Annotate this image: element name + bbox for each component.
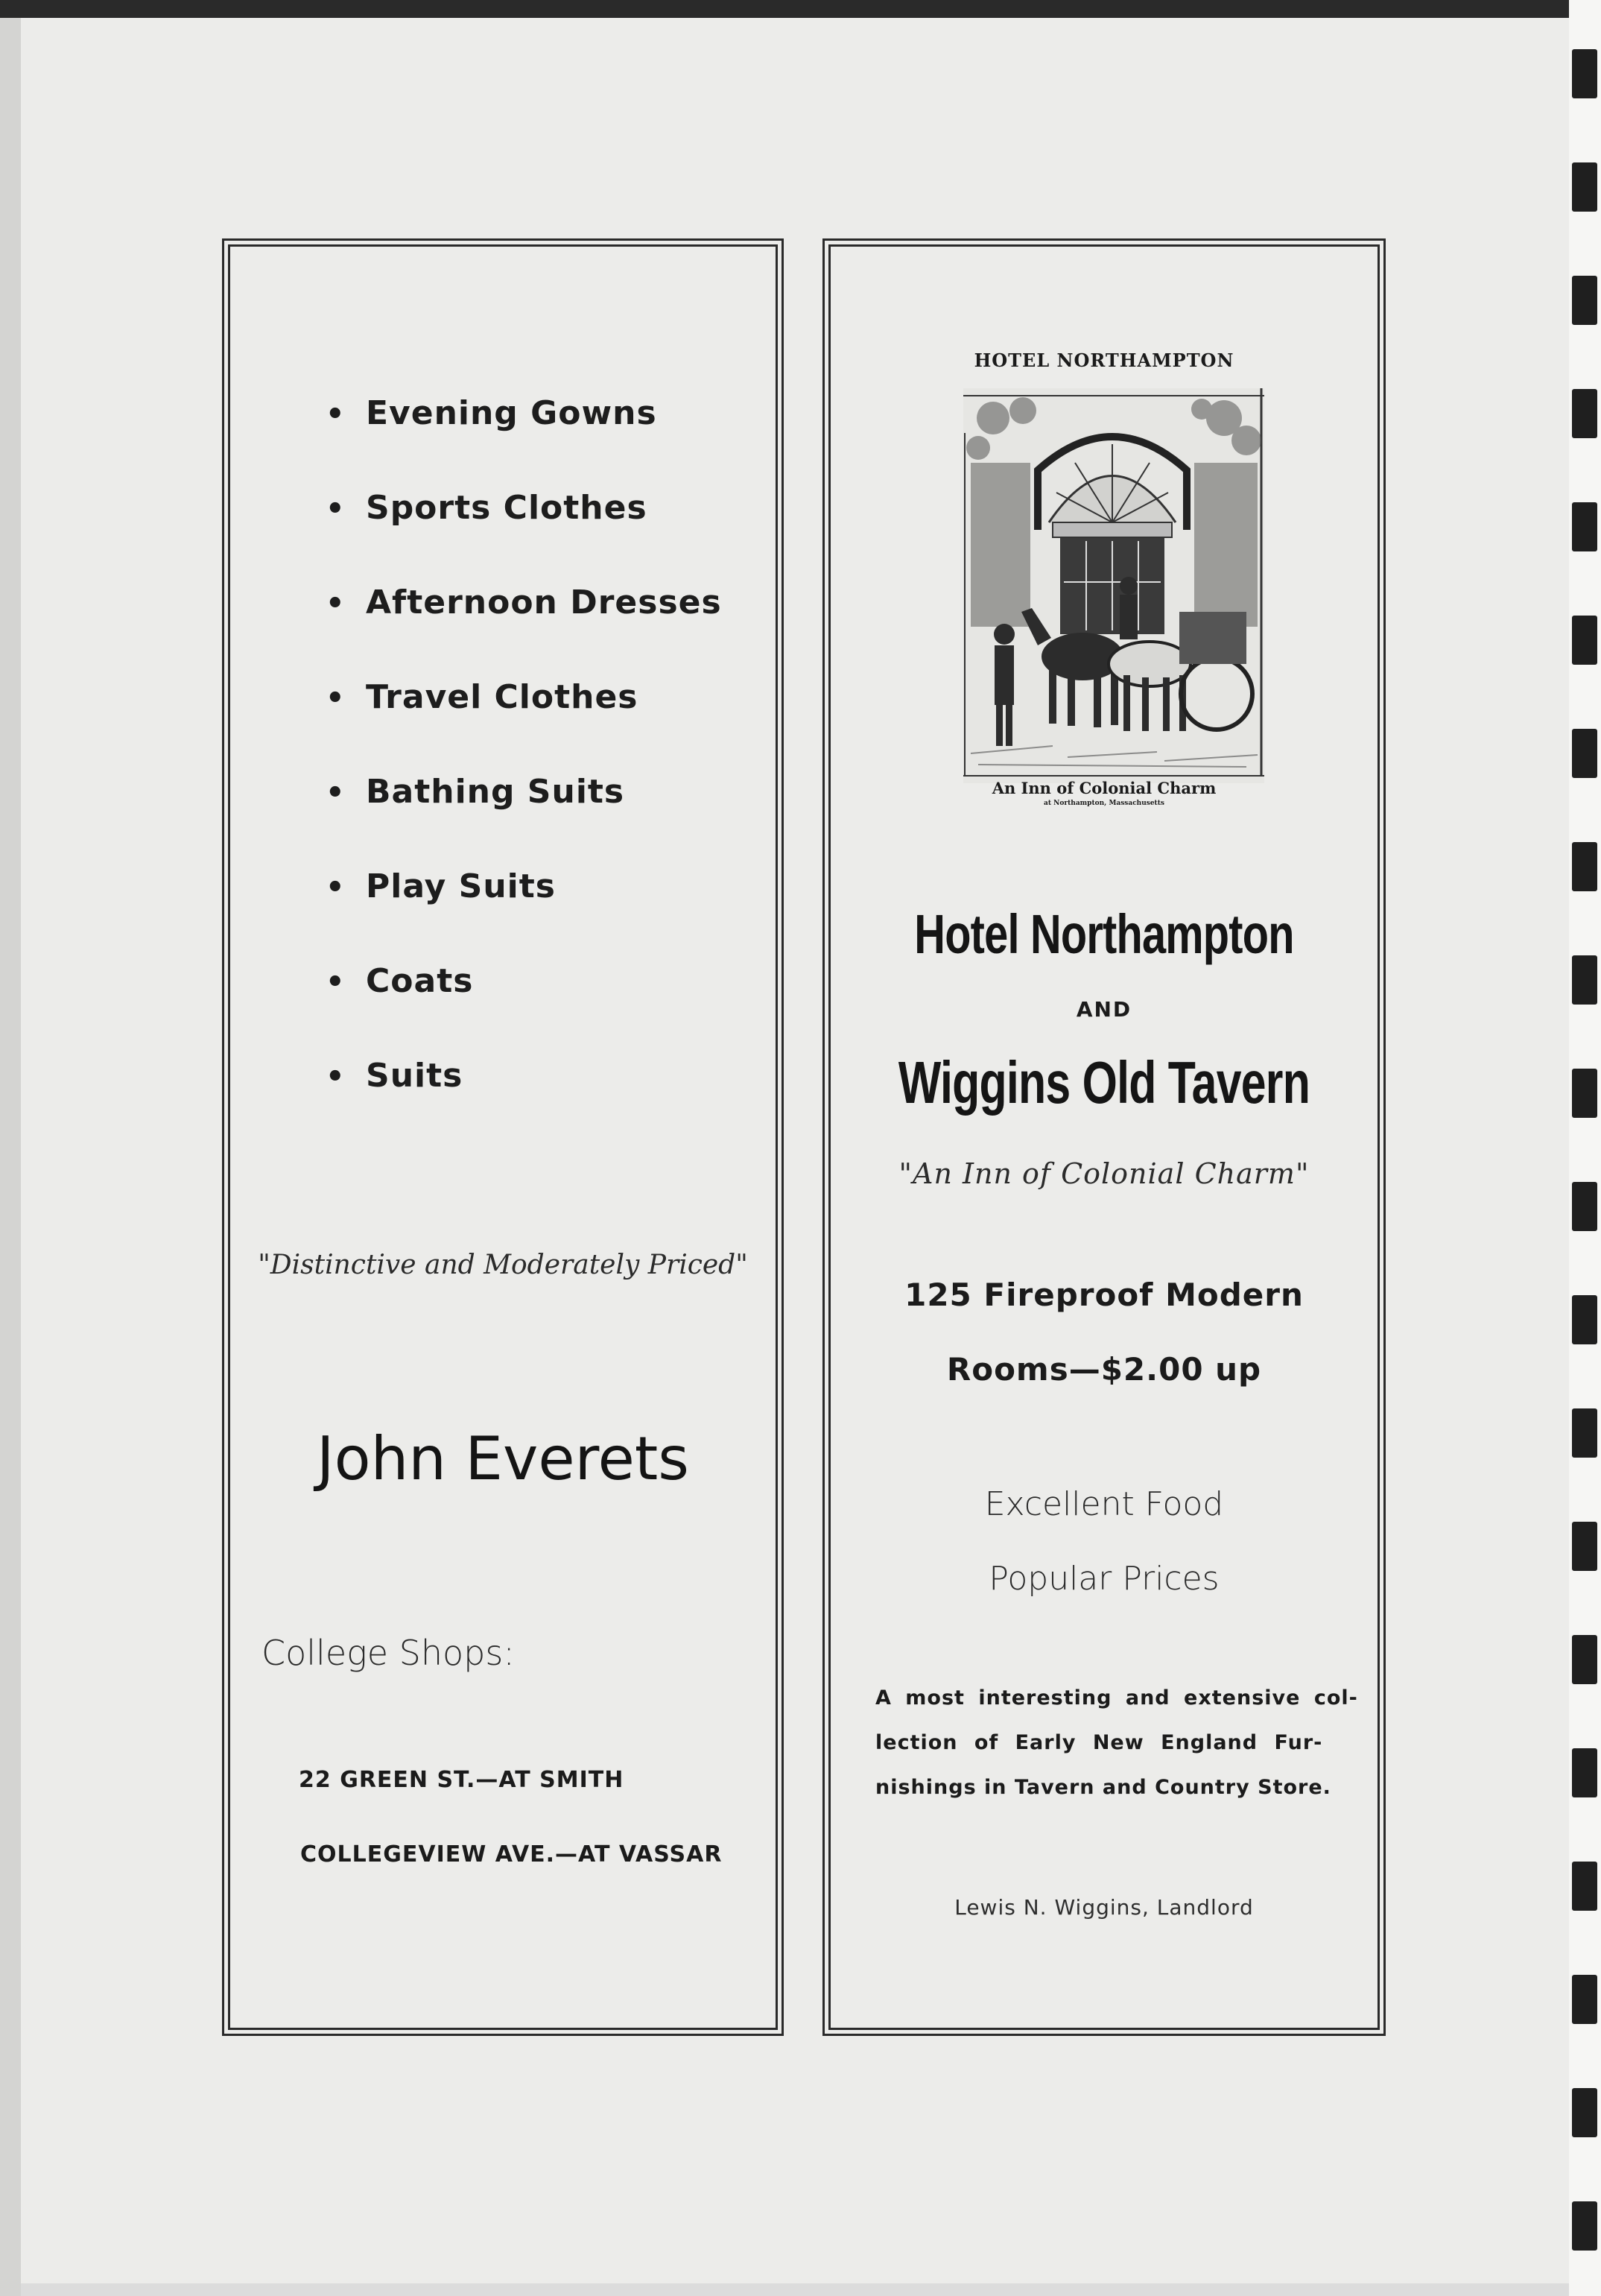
- collection-line-3: nishings in Tavern and Country Store.: [875, 1776, 1331, 1799]
- list-item: • Bathing Suits: [326, 773, 625, 811]
- hotel-northampton-ad: [822, 238, 1386, 2036]
- list-item-label: Bathing Suits: [366, 773, 625, 811]
- binding-ring: [1572, 1975, 1597, 2024]
- binding-ring: [1572, 1862, 1597, 1911]
- rooms-line-1: 125 Fireproof Modern: [904, 1277, 1304, 1313]
- spiral-binding-strip: [1569, 0, 1601, 2296]
- list-item: • Evening Gowns: [326, 394, 657, 432]
- binding-ring: [1572, 1069, 1597, 1118]
- page-edge-top: [0, 0, 1601, 18]
- list-item: • Sports Clothes: [326, 489, 647, 527]
- hotel-name: Hotel Northampton: [914, 903, 1294, 965]
- binding-ring: [1572, 842, 1597, 891]
- binding-ring: [1572, 2088, 1597, 2137]
- binding-ring: [1572, 1182, 1597, 1231]
- binding-ring: [1572, 1295, 1597, 1344]
- list-item: • Afternoon Dresses: [326, 584, 722, 622]
- list-item-label: Travel Clothes: [366, 678, 638, 716]
- ad-border: [828, 244, 1380, 2030]
- address-smith: 22 GREEN ST.—AT SMITH: [299, 1767, 624, 1793]
- address-vassar: COLLEGEVIEW AVE.—AT VASSAR: [300, 1841, 723, 1868]
- john-everets-ad: [222, 238, 784, 2036]
- brand-name: John Everets: [317, 1424, 689, 1493]
- binding-ring: [1572, 502, 1597, 551]
- list-item: • Play Suits: [326, 867, 556, 905]
- engraving-title: HOTEL NORTHAMPTON: [974, 350, 1234, 371]
- binding-ring: [1572, 616, 1597, 665]
- landlord: Lewis N. Wiggins, Landlord: [954, 1895, 1254, 1920]
- list-item-label: Play Suits: [366, 867, 556, 905]
- food-line-1: Excellent Food: [984, 1485, 1224, 1523]
- list-item-label: Coats: [366, 962, 474, 1000]
- binding-ring: [1572, 49, 1597, 98]
- binding-ring: [1572, 276, 1597, 325]
- list-item-label: Suits: [366, 1057, 463, 1095]
- clothing-list: [326, 394, 722, 1151]
- binding-ring: [1572, 389, 1597, 438]
- and-conjunction: AND: [1076, 997, 1132, 1022]
- left-tagline: "Distinctive and Moderately Priced": [258, 1250, 748, 1280]
- engraving-caption: An Inn of Colonial Charm: [992, 779, 1217, 797]
- collection-line-2: lection of Early New England Fur-: [875, 1731, 1323, 1754]
- binding-ring: [1572, 1408, 1597, 1458]
- collection-line-1: A most interesting and extensive col-: [875, 1686, 1358, 1710]
- hotel-engraving: [963, 388, 1264, 783]
- list-item: • Suits: [326, 1057, 463, 1095]
- binding-ring: [1572, 162, 1597, 212]
- shops-heading: College Shops:: [261, 1633, 515, 1673]
- binding-ring: [1572, 1748, 1597, 1797]
- list-item: • Coats: [326, 962, 474, 1000]
- list-item-label: Afternoon Dresses: [366, 584, 722, 622]
- binding-ring: [1572, 729, 1597, 778]
- binding-ring: [1572, 955, 1597, 1005]
- binding-ring: [1572, 2201, 1597, 2251]
- tavern-name: Wiggins Old Tavern: [898, 1049, 1310, 1116]
- slogan: "An Inn of Colonial Charm": [898, 1157, 1310, 1190]
- list-item-label: Sports Clothes: [366, 489, 647, 527]
- list-item: • Travel Clothes: [326, 678, 638, 716]
- page-edge-left: [0, 0, 21, 2296]
- binding-ring: [1572, 1635, 1597, 1684]
- binding-ring: [1572, 1522, 1597, 1571]
- food-line-2: Popular Prices: [989, 1560, 1220, 1598]
- rooms-line-2: Rooms—$2.00 up: [946, 1351, 1262, 1388]
- hotel-entrance-illustration: [963, 388, 1264, 783]
- engraving-subcaption: at Northampton, Massachusetts: [1044, 800, 1164, 807]
- list-item-label: Evening Gowns: [366, 394, 657, 432]
- ad-border: [228, 244, 778, 2030]
